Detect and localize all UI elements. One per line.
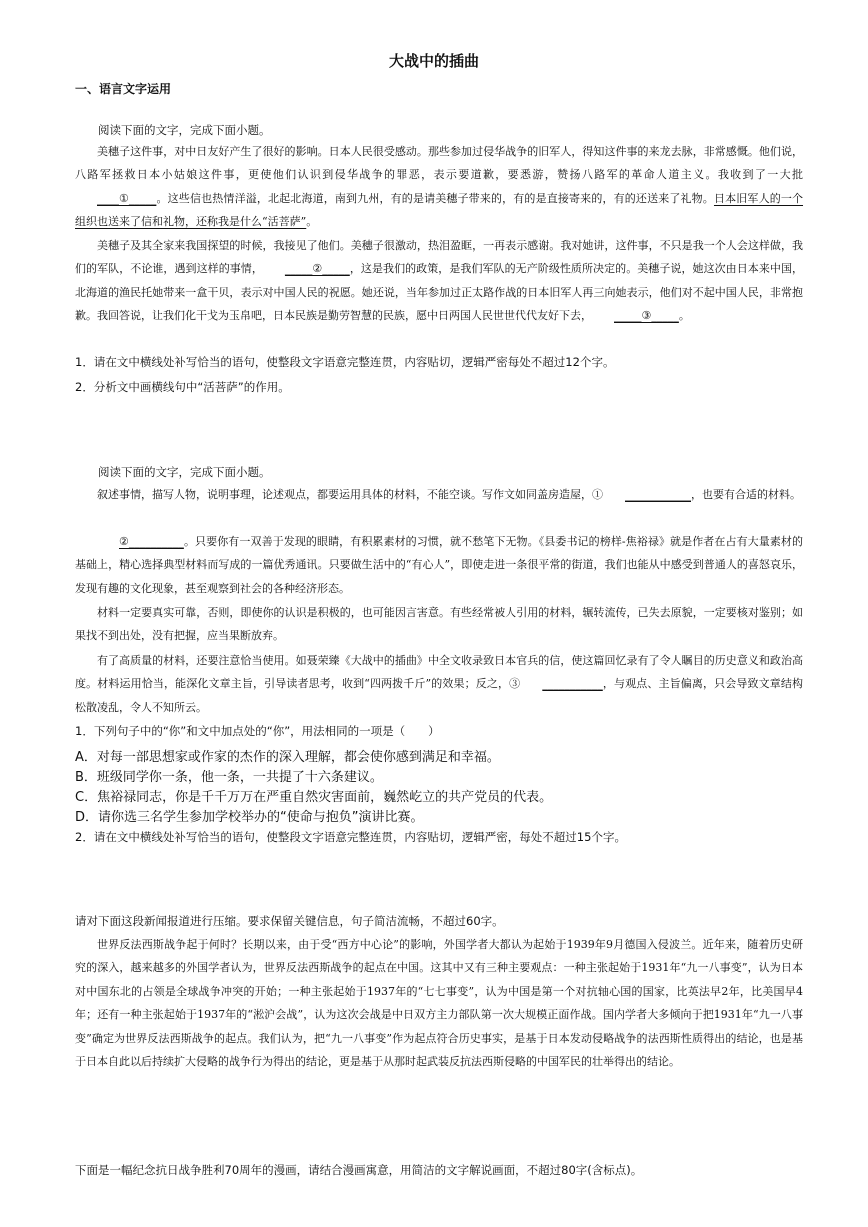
q3-news-text: 世界反法西斯战争起于何时？长期以来，由于受“西方中心论”的影响，外国学者大都认为起始于1939年9月德国入侵波兰。近年来，随着历史研究的深入，越来越多的外国学者认为，世界反法西斯战争的起点在中国。这其中又有三种主要观点：一种主张起始于1931年“九一八事变”，认为日本对中国东北的占领是全球战争冲突的开始；一种主张起始于1937年的“七七事变”，认为中国是第一个对抗轴心国的国家，比英法早2年，比美国早4年；还有一种主张起始于1937年的“淞沪会战”，认为这次会战是中日双方主力部队第一次大规模正面作战。国内学者大多倾向于把1931年“九一八事变”确定为世界反法西斯战争的起点。我们认为，把“九一八事变”作为起点符合历史事实，是基于日本发动侵略战争的法西斯性质得出的结论，也是基于日本自此以后持续扩大侵略的战争行为得出的结论，更是基于从那时起武装反抗法西斯侵略的中国军民的壮举得出的结论。 [75, 938, 803, 1069]
page-title: 大战中的插曲 [388, 52, 479, 70]
q2-subquestion-1: 1．下列句子中的“你”和文中加点处的“你”，用法相同的一项是（ ） [75, 724, 440, 738]
q2-blank-1: ____________ [625, 488, 691, 501]
q2-option-b: B．班级同学你一条，他一条，一共提了十六条建议。 [75, 770, 383, 785]
q1-underlined-sentence: 日本旧军人的一个组织也送来了信和礼物，还称我是什么“活菩萨” [75, 191, 804, 229]
q2-blank-2: ②__________ [119, 535, 184, 548]
q2-paragraph-1: 叙述事情，描写人物，说明事理，论述观点，都要运用具体的材料，不能空谈。写作文如同盖房造屋，① ____________，也要有合适的材料。 [75, 483, 803, 506]
q2-paragraph-3: 材料一定要真实可靠，否则，即使你的认识是积极的，也可能因言害意。有些经常被人引用的材料，辗转流传，已失去原貌，一定要核对鉴别；如果找不到出处，没有把握，应当果断放弃。 [75, 606, 803, 643]
q2-subquestion-2: 2．请在文中横线处补写恰当的语句，使整段文字语意完整连贯，内容贴切，逻辑严密，每处不超过15个字。 [75, 830, 626, 844]
q1-blank-3: _____③_____ [614, 309, 679, 323]
q1-lead: 阅读下面的文字，完成下面小题。 [98, 123, 271, 137]
q1-subquestion-1: 1．请在文中横线处补写恰当的语句，使整段文字语意完整连贯，内容贴切，逻辑严密每处不超过12个字。 [75, 355, 615, 369]
q3-prompt: 请对下面这段新闻报道进行压缩。要求保留关键信息，句子简洁流畅，不超过60字。 [75, 914, 504, 928]
q1-blank-2: _____②_____ [284, 262, 350, 276]
q2-option-d: D．请你选三名学生参加学校举办的“使命与抱负”演讲比赛。 [75, 810, 424, 825]
q2-paragraph-2: ②__________。只要你有一双善于发现的眼睛，有积累素材的习惯，就不愁笔下无物。《县委书记的榜样-焦裕禄》就是作者在占有大量素材的基础上，精心选择典型材料而写成的一篇优秀通讯。只要做生活中的“有心人”，即使走进一条很平常的街道，我们也能从中感受到普通人的喜怒哀乐，发现有趣的文化现象，甚至观察到社会的各种经济形态。 [75, 530, 803, 600]
section-heading: 一、语言文字运用 [75, 82, 172, 96]
q2-option-a: A．对每一部思想家或作家的杰作的深入理解，都会使你感到满足和幸福。 [75, 750, 500, 765]
q2-blank-3: ___________ [542, 677, 603, 691]
q2-option-c: C．焦裕禄同志，你是千千万万在严重自然灾害面前，巍然屹立的共产党员的代表。 [75, 790, 553, 805]
q2-paragraph-4: 有了高质量的材料，还要注意恰当使用。如聂荣臻《大战中的插曲》中全文收录致日本官兵的信，使这篇回忆录有了令人瞩目的历史意义和政治高度。材料运用恰当，能深化文章主旨，引导读者思考，收到“四两拨千斤”的效果；反之，③ ___________，与观点、主旨偏离，只会导致文章结构松散凌乱，令人不知所云。 [75, 654, 804, 714]
q1-paragraph-2: 美穗子及其全家来我国探望的时候，我接见了他们。美穗子很激动，热泪盈眶，一再表示感谢。我对她讲，这件事，不只是我一个人会这样做，我们的军队，不论谁，遇到这样的事情， _____②_____，这是我们的政策，是我们军队的无产阶级性质所决定的。美穗子说，她这次由日本来中国，北海道的渔民托她带来一盒干贝，表示对中国人民的祝愿。她还说，当年参加过正太路作战的日本旧军人再三向她表示，他们对不起中国人民，非常抱歉。我回答说，让我们化干戈为玉帛吧，日本民族是勤劳智慧的民族，愿中日两国人民世世代代友好下去， _____③_____。 [75, 234, 803, 328]
q4-prompt: 下面是一幅纪念抗日战争胜利70周年的漫画，请结合漫画寓意，用简洁的文字解说画面，不超过80字(含标点)。 [75, 1163, 643, 1177]
q1-paragraph-1: 美穗子这件事，对中日友好产生了很好的影响。日本人民很受感动。那些参加过侵华战争的旧军人，得知这件事的来龙去脉，非常感慨。他们说，八路军拯救日本小姑娘这件事，更使他们认识到侵华战争的罪恶，表示要道歉，要悉游，赞扬八路军的革命人道主义。我收到了一大批____①_____。这些信也热情洋溢，北起北海道，南到九州，有的是请美穗子带来的，有的是直接寄来的，有的还送来了礼物。日本旧军人的一个组织也送来了信和礼物，还称我是什么“活菩萨”。 [75, 145, 804, 229]
q1-subquestion-2: 2．分析文中画横线句中“活菩萨”的作用。 [75, 380, 290, 394]
q2-lead: 阅读下面的文字，完成下面小题。 [98, 465, 271, 479]
q1-blank-1: ____①_____ [97, 191, 157, 205]
